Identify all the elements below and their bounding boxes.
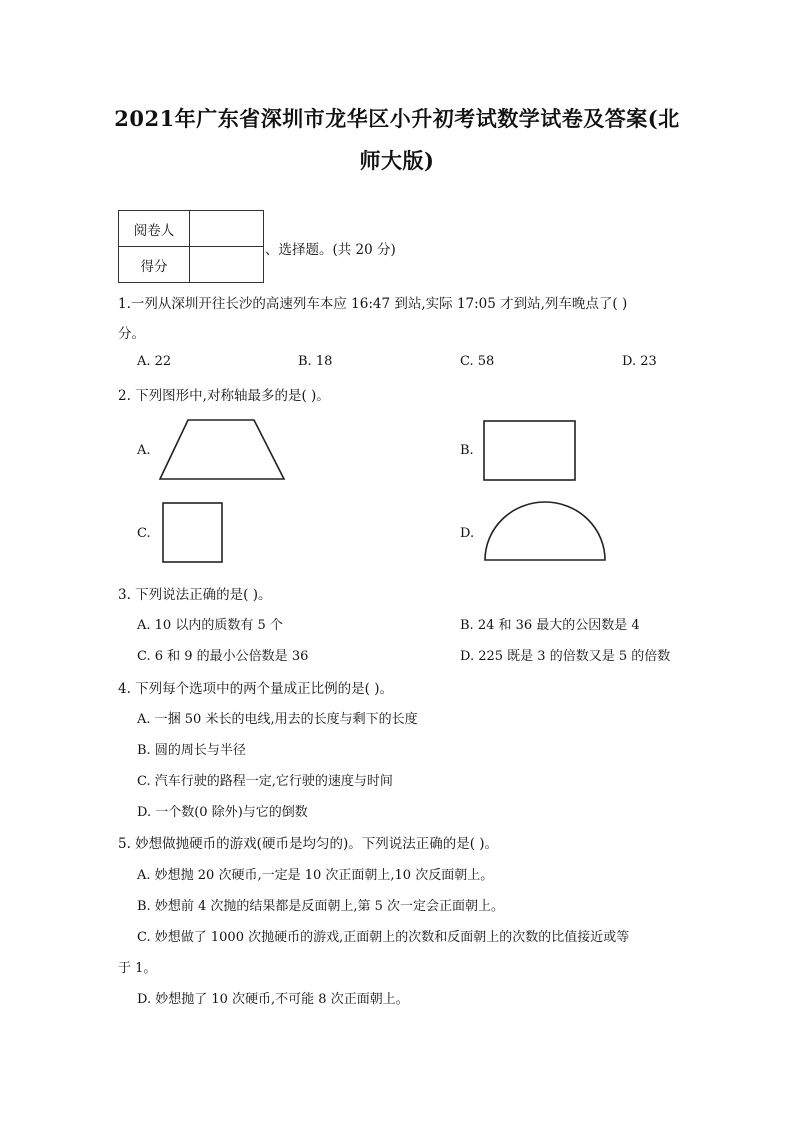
semicircle-icon	[484, 500, 606, 562]
question-5-option-c: C. 妙想做了 1000 次抛硬币的游戏,正面朝上的次数和反面朝上的次数的比值接近或等	[137, 930, 630, 945]
reviewer-field[interactable]	[190, 211, 264, 247]
question-2-option-d: D.	[460, 526, 475, 541]
question-3-option-b: B. 24 和 36 最大的公因数是 4	[460, 618, 640, 633]
question-4-option-c: C. 汽车行驶的路程一定,它行驶的速度与时间	[137, 774, 393, 789]
section-title: 、选择题。(共 20 分)	[265, 242, 396, 258]
page-title-line-1: 2021年广东省深圳市龙华区小升初考试数学试卷及答案(北	[114, 106, 680, 131]
question-1-option-c: C. 58	[460, 354, 495, 369]
rectangle-icon	[483, 420, 577, 482]
question-3-stem: 3. 下列说法正确的是( )。	[118, 587, 272, 603]
question-3-option-a: A. 10 以内的质数有 5 个	[137, 618, 283, 633]
question-1-option-a: A. 22	[137, 354, 172, 369]
question-1-option-b: B. 18	[298, 354, 333, 369]
question-3-option-d: D. 225 既是 3 的倍数又是 5 的倍数	[460, 649, 671, 664]
question-5-option-a: A. 妙想抛 20 次硬币,一定是 10 次正面朝上,10 次反面朝上。	[137, 868, 494, 883]
question-1-stem: 1.一列从深圳开往长沙的高速列车本应 16:47 到站,实际 17:05 才到站,列车晚点了( )	[118, 296, 628, 312]
question-5-option-b: B. 妙想前 4 次抛的结果都是反面朝上,第 5 次一定会正面朝上。	[137, 899, 505, 914]
trapezoid-icon	[158, 418, 286, 482]
question-1-option-d: D. 23	[622, 354, 657, 369]
question-4-option-a: A. 一捆 50 米长的电线,用去的长度与剩下的长度	[137, 712, 418, 727]
page-title-line-2: 师大版)	[359, 148, 435, 173]
question-2-stem: 2. 下列图形中,对称轴最多的是( )。	[118, 388, 330, 404]
question-1-stem-cont: 分。	[118, 326, 145, 342]
question-5-option-d: D. 妙想抛了 10 次硬币,不可能 8 次正面朝上。	[137, 992, 409, 1007]
question-2-option-a: A.	[137, 443, 151, 458]
question-5-option-c-cont: 于 1。	[118, 961, 157, 976]
reviewer-label: 阅卷人	[119, 211, 190, 247]
question-4-option-b: B. 圆的周长与半径	[137, 743, 246, 758]
question-3-option-c: C. 6 和 9 的最小公倍数是 36	[137, 649, 309, 664]
score-field[interactable]	[190, 247, 264, 283]
question-4-stem: 4. 下列每个选项中的两个量成正比例的是( )。	[118, 681, 393, 697]
question-5-stem: 5. 妙想做抛硬币的游戏(硬币是均匀的)。下列说法正确的是( )。	[118, 836, 499, 852]
score-label: 得分	[119, 247, 190, 283]
question-2-option-c: C.	[137, 526, 151, 541]
square-icon	[162, 502, 224, 564]
question-2-option-b: B.	[460, 443, 474, 458]
question-4-option-d: D. 一个数(0 除外)与它的倒数	[137, 805, 308, 820]
score-box	[118, 210, 264, 283]
